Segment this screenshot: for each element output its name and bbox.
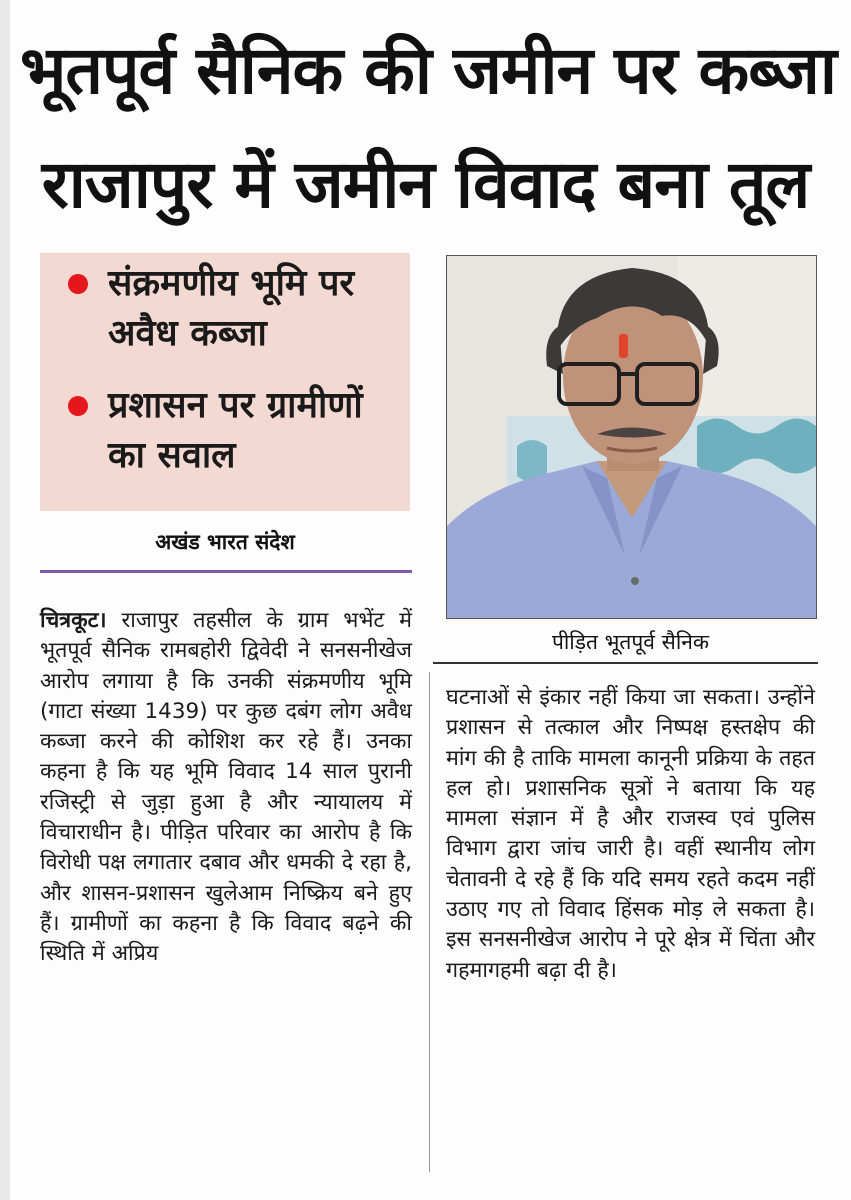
photo-caption: पीड़ित भूतपूर्व सैनिक	[551, 630, 710, 654]
byline-divider	[40, 570, 412, 573]
bullet-icon	[68, 396, 88, 416]
highlights-box	[40, 253, 410, 511]
bullet-icon	[68, 274, 88, 294]
article-column-1	[40, 606, 412, 970]
portrait-image	[447, 256, 816, 618]
byline: अखंड भारत संदेश	[155, 530, 295, 554]
article-column-2: घटनाओं से इंकार नहीं किया जा सकता। उन्होंने प्रशासन से तत्काल और निष्पक्ष हस्तक्षेप की मांग की है ताकि मामला कानूनी प्रक्रिया के तहत हल हो। प्रशासनिक सूत्रों ने बताया कि यह मामला संज्ञान में है और राजस्व एवं पुलिस विभाग द्वारा जांच जारी है। वहीं स्थानीय लोग चेतावनी दे रहे हैं कि यदि समय रहते कदम नहीं उठाए गए तो विवाद हिंसक मोड़ ले सकता है। इस सनसनीखेज आरोप ने पूरे क्षेत्र में चिंता और गहमागहमी बढ़ा दी है।	[446, 685, 815, 983]
highlight-text: प्रशासन पर ग्रामीणों का सवाल	[108, 385, 363, 476]
caption-divider	[433, 662, 818, 664]
page-edge	[0, 0, 10, 1200]
highlight-text: संक्रमणीय भूमि पर अवैध कब्जा	[108, 263, 355, 354]
headline-line-2: राजापुर में जमीन विवाद बना तूल	[41, 146, 810, 223]
column-divider	[429, 672, 430, 1172]
article-body-1: राजापुर तहसील के ग्राम भभेंट में भूतपूर्व सैनिक रामबहोरी द्विवेदी ने सनसनीखेज आरोप लगाया है कि उनकी संक्रमणीय भूमि (गाटा संख्या 1439) पर कुछ दबंग लोग अवैध कब्जा करने की कोशिश कर रहे हैं। उनका कहना है कि यह भूमि विवाद 14 साल पुरानी रजिस्ट्री से जुड़ा हुआ है और न्यायालय में विचाराधीन है। पीड़ित परिवार का आरोप है कि विरोधी पक्ष लगातार दबाव और धमकी दे रहा है, और शासन-प्रशासन खुलेआम निष्क्रिय बने हुए हैं। ग्रामीणों का कहना है कि विवाद बढ़ने की स्थिति में अप्रिय	[40, 608, 412, 967]
dateline: चित्रकूट।	[40, 608, 107, 633]
news-photo	[446, 255, 817, 619]
headline-line-1: भूतपूर्व सैनिक की जमीन पर कब्जा	[20, 32, 836, 109]
